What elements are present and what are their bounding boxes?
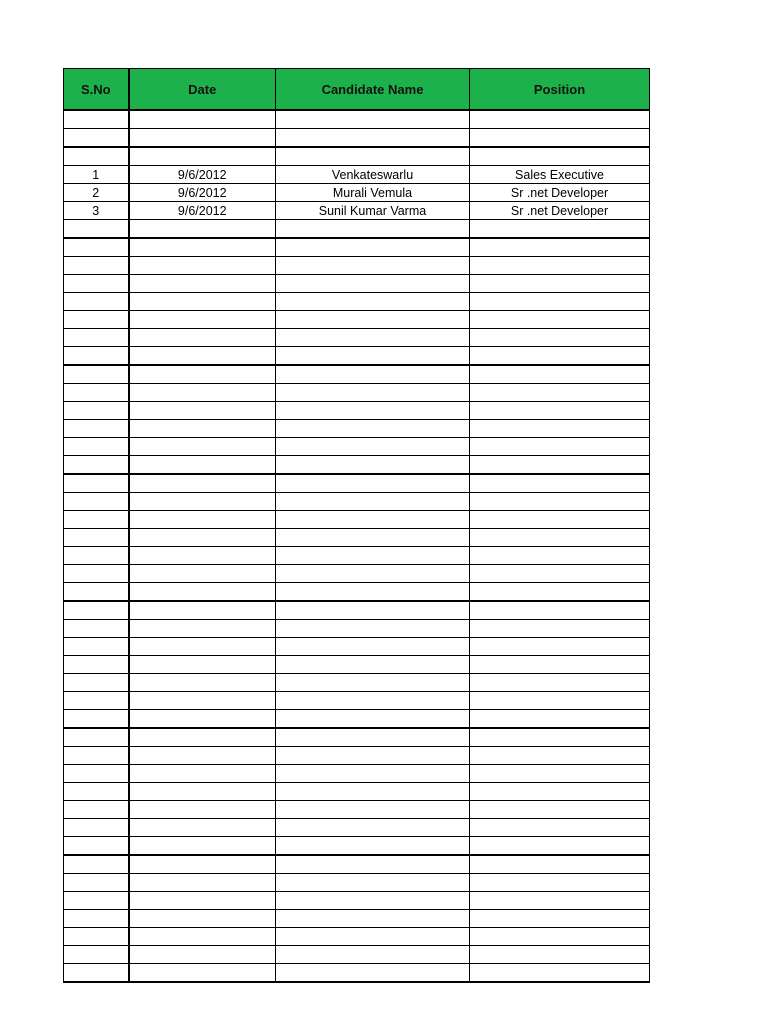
table-row — [64, 620, 650, 638]
cell-position[interactable] — [470, 511, 650, 529]
cell-candidate-name[interactable] — [276, 801, 470, 819]
table-row — [64, 147, 650, 166]
cell-position[interactable] — [470, 275, 650, 293]
cell-position[interactable] — [470, 928, 650, 946]
cell-date[interactable] — [129, 710, 276, 729]
cell-date[interactable] — [129, 855, 276, 874]
cell-date[interactable] — [129, 928, 276, 946]
table-row — [64, 384, 650, 402]
cell-position[interactable] — [470, 583, 650, 602]
cell-candidate-name[interactable] — [276, 384, 470, 402]
cell-date[interactable] — [129, 692, 276, 710]
table-row — [64, 529, 650, 547]
cell-position[interactable] — [470, 456, 650, 475]
cell-position[interactable] — [470, 329, 650, 347]
cell-candidate-name[interactable] — [276, 329, 470, 347]
cell-date[interactable] — [129, 529, 276, 547]
cell-date[interactable] — [129, 583, 276, 602]
cell-candidate-name[interactable] — [276, 220, 470, 239]
cell-date[interactable] — [129, 365, 276, 384]
cell-position[interactable] — [470, 547, 650, 565]
cell-candidate-name[interactable] — [276, 692, 470, 710]
table-row — [64, 257, 650, 275]
table-row — [64, 874, 650, 892]
cell-date[interactable]: 9/6/2012 — [129, 184, 276, 202]
cell-sno[interactable] — [64, 928, 129, 946]
cell-date[interactable] — [129, 547, 276, 565]
cell-position[interactable] — [470, 892, 650, 910]
cell-sno[interactable] — [64, 420, 129, 438]
cell-candidate-name[interactable] — [276, 365, 470, 384]
table-row — [64, 493, 650, 511]
table-row — [64, 184, 650, 202]
cell-sno[interactable] — [64, 946, 129, 964]
table-row — [64, 110, 650, 129]
cell-position[interactable] — [470, 365, 650, 384]
cell-position[interactable] — [470, 728, 650, 747]
cell-date[interactable] — [129, 783, 276, 801]
cell-sno[interactable] — [64, 837, 129, 856]
table-row — [64, 456, 650, 475]
cell-date[interactable] — [129, 110, 276, 129]
cell-date[interactable] — [129, 674, 276, 692]
cell-sno[interactable] — [64, 874, 129, 892]
cell-candidate-name[interactable] — [276, 402, 470, 420]
cell-sno[interactable] — [64, 601, 129, 620]
cell-candidate-name[interactable] — [276, 601, 470, 620]
cell-sno[interactable] — [64, 892, 129, 910]
cell-sno[interactable] — [64, 493, 129, 511]
cell-position[interactable] — [470, 147, 650, 166]
header-row — [64, 69, 650, 111]
cell-sno[interactable] — [64, 347, 129, 366]
cell-candidate-name[interactable] — [276, 565, 470, 583]
cell-position[interactable] — [470, 964, 650, 983]
cell-position[interactable] — [470, 438, 650, 456]
cell-candidate-name[interactable] — [276, 493, 470, 511]
cell-date[interactable] — [129, 311, 276, 329]
column-header-candidate-name: Candidate Name — [276, 69, 470, 111]
cell-date[interactable] — [129, 892, 276, 910]
cell-position[interactable] — [470, 710, 650, 729]
cell-position[interactable] — [470, 765, 650, 783]
cell-candidate-name[interactable] — [276, 910, 470, 928]
table-row — [64, 275, 650, 293]
cell-date[interactable] — [129, 456, 276, 475]
table-row — [64, 166, 650, 184]
cell-sno[interactable] — [64, 692, 129, 710]
cell-position[interactable] — [470, 529, 650, 547]
cell-date[interactable] — [129, 257, 276, 275]
cell-date[interactable] — [129, 384, 276, 402]
cell-sno[interactable] — [64, 547, 129, 565]
cell-candidate-name[interactable] — [276, 620, 470, 638]
cell-candidate-name[interactable] — [276, 293, 470, 311]
cell-candidate-name[interactable] — [276, 238, 470, 257]
cell-sno[interactable] — [64, 511, 129, 529]
table-row — [64, 365, 650, 384]
table-row — [64, 656, 650, 674]
table-row — [64, 674, 650, 692]
cell-date[interactable] — [129, 220, 276, 239]
cell-date[interactable] — [129, 801, 276, 819]
cell-sno[interactable] — [64, 620, 129, 638]
cell-position[interactable] — [470, 565, 650, 583]
cell-candidate-name[interactable] — [276, 855, 470, 874]
cell-candidate-name[interactable] — [276, 438, 470, 456]
cell-candidate-name[interactable] — [276, 728, 470, 747]
cell-position[interactable] — [470, 110, 650, 129]
cell-date[interactable] — [129, 946, 276, 964]
cell-candidate-name[interactable] — [276, 783, 470, 801]
cell-candidate-name[interactable] — [276, 275, 470, 293]
cell-date[interactable] — [129, 601, 276, 620]
cell-sno[interactable] — [64, 384, 129, 402]
cell-date[interactable] — [129, 275, 276, 293]
cell-position[interactable] — [470, 420, 650, 438]
table-row — [64, 783, 650, 801]
cell-candidate-name[interactable]: Murali Vemula — [276, 184, 470, 202]
cell-candidate-name[interactable] — [276, 674, 470, 692]
cell-sno[interactable] — [64, 765, 129, 783]
cell-position[interactable] — [470, 347, 650, 366]
cell-sno[interactable] — [64, 329, 129, 347]
column-header-date: Date — [129, 69, 276, 111]
candidate-sheet — [63, 68, 650, 983]
cell-sno[interactable] — [64, 110, 129, 129]
cell-date[interactable] — [129, 765, 276, 783]
cell-date[interactable] — [129, 329, 276, 347]
cell-sno[interactable] — [64, 365, 129, 384]
cell-sno[interactable] — [64, 238, 129, 257]
cell-position[interactable]: Sr .net Developer — [470, 184, 650, 202]
cell-sno[interactable] — [64, 855, 129, 874]
cell-sno[interactable]: 2 — [64, 184, 129, 202]
cell-date[interactable] — [129, 565, 276, 583]
cell-sno[interactable] — [64, 311, 129, 329]
table-row — [64, 747, 650, 765]
cell-sno[interactable] — [64, 438, 129, 456]
column-header-position: Position — [470, 69, 650, 111]
cell-candidate-name[interactable] — [276, 456, 470, 475]
cell-position[interactable] — [470, 656, 650, 674]
cell-candidate-name[interactable] — [276, 420, 470, 438]
cell-candidate-name[interactable] — [276, 837, 470, 856]
cell-candidate-name[interactable] — [276, 874, 470, 892]
cell-sno[interactable] — [64, 728, 129, 747]
table-row — [64, 565, 650, 583]
cell-sno[interactable] — [64, 474, 129, 493]
cell-position[interactable] — [470, 874, 650, 892]
table-row — [64, 583, 650, 602]
cell-sno[interactable] — [64, 747, 129, 765]
cell-sno[interactable] — [64, 220, 129, 239]
cell-position[interactable]: Sales Executive — [470, 166, 650, 184]
cell-sno[interactable] — [64, 456, 129, 475]
cell-date[interactable] — [129, 819, 276, 837]
cell-date[interactable] — [129, 910, 276, 928]
table-row — [64, 710, 650, 729]
cell-position[interactable] — [470, 783, 650, 801]
cell-candidate-name[interactable] — [276, 638, 470, 656]
cell-date[interactable] — [129, 147, 276, 166]
cell-candidate-name[interactable]: Sunil Kumar Varma — [276, 202, 470, 220]
cell-position[interactable]: Sr .net Developer — [470, 202, 650, 220]
table-row — [64, 692, 650, 710]
cell-date[interactable]: 9/6/2012 — [129, 166, 276, 184]
table-row — [64, 311, 650, 329]
cell-date[interactable] — [129, 493, 276, 511]
cell-candidate-name[interactable] — [276, 547, 470, 565]
cell-position[interactable] — [470, 837, 650, 856]
cell-position[interactable] — [470, 801, 650, 819]
table-row — [64, 819, 650, 837]
cell-candidate-name[interactable] — [276, 583, 470, 602]
cell-candidate-name[interactable] — [276, 147, 470, 166]
cell-sno[interactable] — [64, 257, 129, 275]
cell-candidate-name[interactable] — [276, 529, 470, 547]
cell-sno[interactable] — [64, 638, 129, 656]
cell-position[interactable] — [470, 620, 650, 638]
cell-date[interactable] — [129, 964, 276, 983]
cell-candidate-name[interactable] — [276, 656, 470, 674]
cell-date[interactable] — [129, 420, 276, 438]
cell-position[interactable] — [470, 855, 650, 874]
table-row — [64, 892, 650, 910]
cell-position[interactable] — [470, 220, 650, 239]
table-row — [64, 601, 650, 620]
cell-date[interactable] — [129, 402, 276, 420]
cell-sno[interactable]: 1 — [64, 166, 129, 184]
cell-position[interactable] — [470, 402, 650, 420]
cell-position[interactable] — [470, 638, 650, 656]
cell-position[interactable] — [470, 238, 650, 257]
cell-date[interactable] — [129, 347, 276, 366]
cell-sno[interactable] — [64, 583, 129, 602]
table-row — [64, 129, 650, 148]
cell-sno[interactable] — [64, 402, 129, 420]
table-row — [64, 220, 650, 239]
table-row — [64, 329, 650, 347]
table-row — [64, 293, 650, 311]
cell-date[interactable]: 9/6/2012 — [129, 202, 276, 220]
cell-position[interactable] — [470, 384, 650, 402]
cell-date[interactable] — [129, 874, 276, 892]
cell-date[interactable] — [129, 747, 276, 765]
cell-candidate-name[interactable] — [276, 928, 470, 946]
cell-candidate-name[interactable] — [276, 110, 470, 129]
cell-date[interactable] — [129, 511, 276, 529]
sheet-body — [64, 110, 650, 982]
cell-candidate-name[interactable] — [276, 311, 470, 329]
cell-candidate-name[interactable] — [276, 946, 470, 964]
table-row — [64, 474, 650, 493]
cell-candidate-name[interactable] — [276, 747, 470, 765]
cell-sno[interactable] — [64, 964, 129, 983]
table-row — [64, 964, 650, 983]
cell-sno[interactable] — [64, 910, 129, 928]
table-row — [64, 765, 650, 783]
cell-sno[interactable] — [64, 801, 129, 819]
cell-candidate-name[interactable] — [276, 257, 470, 275]
cell-date[interactable] — [129, 238, 276, 257]
table-row — [64, 910, 650, 928]
cell-candidate-name[interactable] — [276, 892, 470, 910]
table-row — [64, 547, 650, 565]
table-row — [64, 837, 650, 856]
table-row — [64, 855, 650, 874]
cell-sno[interactable] — [64, 147, 129, 166]
cell-sno[interactable] — [64, 529, 129, 547]
cell-position[interactable] — [470, 692, 650, 710]
cell-sno[interactable] — [64, 275, 129, 293]
cell-sno[interactable] — [64, 819, 129, 837]
cell-date[interactable] — [129, 129, 276, 148]
cell-date[interactable] — [129, 474, 276, 493]
cell-position[interactable] — [470, 601, 650, 620]
table-row — [64, 402, 650, 420]
cell-position[interactable] — [470, 474, 650, 493]
cell-candidate-name[interactable] — [276, 474, 470, 493]
table-row — [64, 511, 650, 529]
cell-date[interactable] — [129, 728, 276, 747]
table-row — [64, 238, 650, 257]
cell-position[interactable] — [470, 129, 650, 148]
cell-date[interactable] — [129, 656, 276, 674]
cell-candidate-name[interactable] — [276, 819, 470, 837]
table-row — [64, 946, 650, 964]
table-row — [64, 638, 650, 656]
table-row — [64, 928, 650, 946]
cell-date[interactable] — [129, 438, 276, 456]
table-row — [64, 202, 650, 220]
cell-sno[interactable] — [64, 565, 129, 583]
cell-sno[interactable] — [64, 783, 129, 801]
cell-date[interactable] — [129, 620, 276, 638]
cell-date[interactable] — [129, 293, 276, 311]
column-header-sno: S.No — [64, 69, 129, 111]
cell-candidate-name[interactable] — [276, 511, 470, 529]
cell-sno[interactable] — [64, 710, 129, 729]
table-row — [64, 420, 650, 438]
cell-position[interactable] — [470, 946, 650, 964]
cell-sno[interactable] — [64, 129, 129, 148]
cell-position[interactable] — [470, 674, 650, 692]
cell-sno[interactable] — [64, 293, 129, 311]
cell-position[interactable] — [470, 747, 650, 765]
cell-candidate-name[interactable]: Venkateswarlu — [276, 166, 470, 184]
table-row — [64, 438, 650, 456]
table-row — [64, 801, 650, 819]
cell-position[interactable] — [470, 311, 650, 329]
cell-date[interactable] — [129, 638, 276, 656]
cell-position[interactable] — [470, 493, 650, 511]
cell-candidate-name[interactable] — [276, 129, 470, 148]
cell-sno[interactable] — [64, 674, 129, 692]
cell-position[interactable] — [470, 819, 650, 837]
cell-date[interactable] — [129, 837, 276, 856]
cell-position[interactable] — [470, 257, 650, 275]
cell-sno[interactable]: 3 — [64, 202, 129, 220]
cell-candidate-name[interactable] — [276, 765, 470, 783]
cell-candidate-name[interactable] — [276, 347, 470, 366]
table-row — [64, 728, 650, 747]
table-row — [64, 347, 650, 366]
cell-candidate-name[interactable] — [276, 964, 470, 983]
cell-position[interactable] — [470, 293, 650, 311]
cell-sno[interactable] — [64, 656, 129, 674]
cell-candidate-name[interactable] — [276, 710, 470, 729]
cell-position[interactable] — [470, 910, 650, 928]
